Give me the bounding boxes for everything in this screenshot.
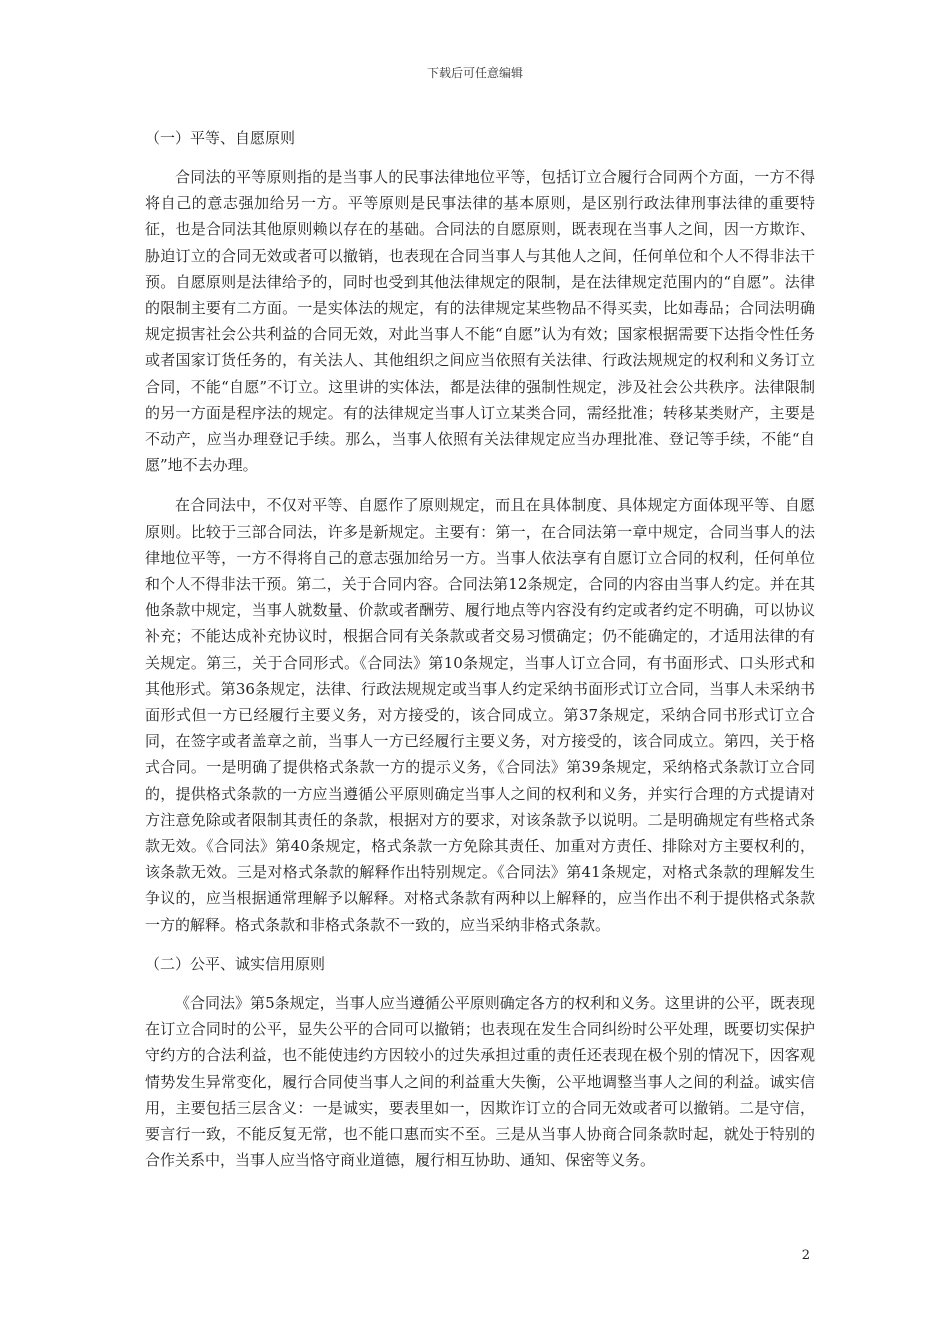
section-heading: （一）平等、自愿原则	[145, 129, 296, 147]
paragraph: 合同法的平等原则指的是当事人的民事法律地位平等，包括订立合履行合同两个方面，一方不得将自己的意志强加给另一方。平等原则是民事法律的基本原则，是区别行政法律刑事法律的重要特征，也是合同法其他原则赖以存在的基础。合同法的自愿原则，既表现在当事人之间，因一方欺诈、胁迫订立的合同无效或者可以撤销，也表现在合同当事人与其他人之间，任何单位和个人不得非法干预。自愿原则是法律给予的，同时也受到其他法律规定的限制，是在法律规定范围内的“自愿”。法律的限制主要有二方面。一是实体法的规定，有的法律规定某些物品不得买卖，比如毒品；合同法明确规定损害社会公共利益的合同无效，对此当事人不能“自愿”认为有效；国家根据需要下达指令性任务或者国家订货任务的，有关法人、其他组织之间应当依照有关法律、行政法规规定的权利和义务订立合同，不能“自愿”不订立。这里讲的实体法，都是法律的强制性规定，涉及社会公共秩序。法律限制的另一方面是程序法的规定。有的法律规定当事人订立某类合同，需经批准；转移某类财产，主要是不动产，应当办理登记手续。那么，当事人依照有关法律规定应当办理批准、登记等手续，不能“自愿”地不去办理。	[145, 168, 815, 475]
document-body	[145, 126, 815, 1187]
paragraph: 在合同法中，不仅对平等、自愿作了原则规定，而且在具体制度、具体规定方面体现平等、自愿原则。比较于三部合同法，许多是新规定。主要有：第一，在合同法第一章中规定，合同当事人的法律地位平等，一方不得将自己的意志强加给另一方。当事人依法享有自愿订立合同的权利，任何单位和个人不得非法干预。第二，关于合同内容。合同法第12条规定，合同的内容由当事人约定。并在其他条款中规定，当事人就数量、价款或者酬劳、履行地点等内容没有约定或者约定不明确，可以协议补充；不能达成补充协议时，根据合同有关条款或者交易习惯确定；仍不能确定的，才适用法律的有关规定。第三，关于合同形式。《合同法》第10条规定，当事人订立合同，有书面形式、口头形式和其他形式。第36条规定，法律、行政法规规定或当事人约定采纳书面形式订立合同，当事人未采纳书面形式但一方已经履行主要义务，对方接受的，该合同成立。第37条规定，采纳合同书形式订立合同，在签字或者盖章之前，当事人一方已经履行主要义务，对方接受的，该合同成立。第四，关于格式合同。一是明确了提供格式条款一方的提示义务，《合同法》第39条规定，采纳格式条款订立合同的，提供格式条款的一方应当遵循公平原则确定当事人之间的权利和义务，并实行合理的方式提请对方注意免除或者限制其责任的条款，根据对方的要求，对该条款予以说明。二是明确规定有些格式条款无效。《合同法》第40条规定，格式条款一方免除其责任、加重对方责任、排除对方主要权利的，该条款无效。三是对格式条款的解释作出特别规定。《合同法》第41条规定，对格式条款的理解发生争议的，应当根据通常理解予以解释。对格式条款有两种以上解释的，应当作出不利于提供格式条款一方的解释。格式条款和非格式条款不一致的，应当采纳非格式条款。	[145, 496, 815, 934]
page-number: 2	[801, 1248, 810, 1263]
section-fairness	[145, 952, 815, 1173]
section-heading: （二）公平、诚实信用原则	[145, 954, 326, 973]
section-equality	[145, 126, 815, 938]
header-note: 下载后可任意编辑	[426, 66, 523, 80]
paragraph: 《合同法》第5条规定，当事人应当遵循公平原则确定各方的权利和义务。这里讲的公平，既表现在订立合同时的公平，显失公平的合同可以撤销；也表现在发生合同纠纷时公平处理，既要切实保护守约方的合法利益，也不能使违约方因较小的过失承担过重的责任还表现在极个别的情况下，因客观情势发生异常变化，履行合同使当事人之间的利益重大失衡，公平地调整当事人之间的利益。诚实信用，主要包括三层含义：一是诚实，要表里如一，因欺诈订立的合同无效或者可以撤销。二是守信，要言行一致，不能反复无常，也不能口惠而实不至。三是从当事人协商合同条款时起，就处于特别的合作关系中，当事人应当恪守商业道德，履行相互协助、通知、保密等义务。	[145, 993, 815, 1170]
